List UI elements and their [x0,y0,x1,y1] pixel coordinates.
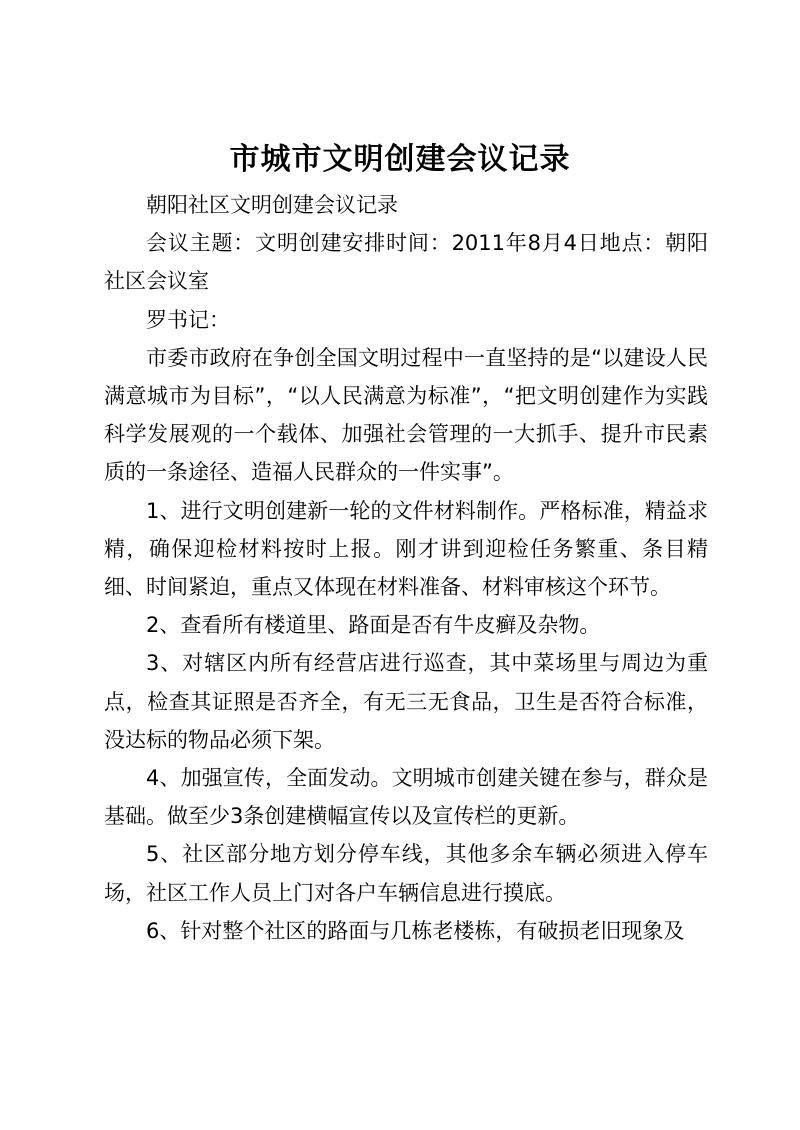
paragraph-item-2: 2、查看所有楼道里、路面是否有牛皮癣及杂物。 [146,613,601,638]
document-title: 市城市文明创建会议记录 [229,142,571,177]
paragraph-meeting-info: 会议主题：文明创建安排时间：2011年8月4日地点：朝阳社区会议室 [104,231,708,294]
paragraph-intro: 市委市政府在争创全国文明过程中一直坚持的是“以建设人民满意城市为目标”，“以人民满意为标准”，“把文明创建作为实践科学发展观的一个载体、加强社会管理的一大抓手、提升市民素质的一条途径、造福人民群众的一件实事”。 [104,345,708,485]
paragraph-community-record: 朝阳社区文明创建会议记录 [146,193,398,217]
paragraph-speaker: 罗书记： [146,307,230,332]
paragraph-item-4: 4、加强宣传，全面发动。文明城市创建关键在参与，群众是基础。做至少3条创建横幅宣传以及宣传栏的更新。 [104,766,708,829]
paragraph-item-6: 6、针对整个社区的路面与几栋老楼栋，有破损老旧现象及 [146,918,685,943]
paragraph-item-1: 1、进行文明创建新一轮的文件材料制作。严格标准，精益求精，确保迎检材料按时上报。刚才讲到迎检任务繁重、条目精细、时间紧迫，重点又体现在材料准备、材料审核这个环节。 [104,498,708,600]
paragraph-item-3: 3、对辖区内所有经营店进行巡查，其中菜场里与周边为重点，检查其证照是否齐全，有无三无食品，卫生是否符合标准，没达标的物品必须下架。 [104,651,708,752]
document-body [104,186,708,950]
paragraph-item-5: 5、社区部分地方划分停车线，其他多余车辆必须进入停车场，社区工作人员上门对各户车辆信息进行摸底。 [104,842,708,905]
